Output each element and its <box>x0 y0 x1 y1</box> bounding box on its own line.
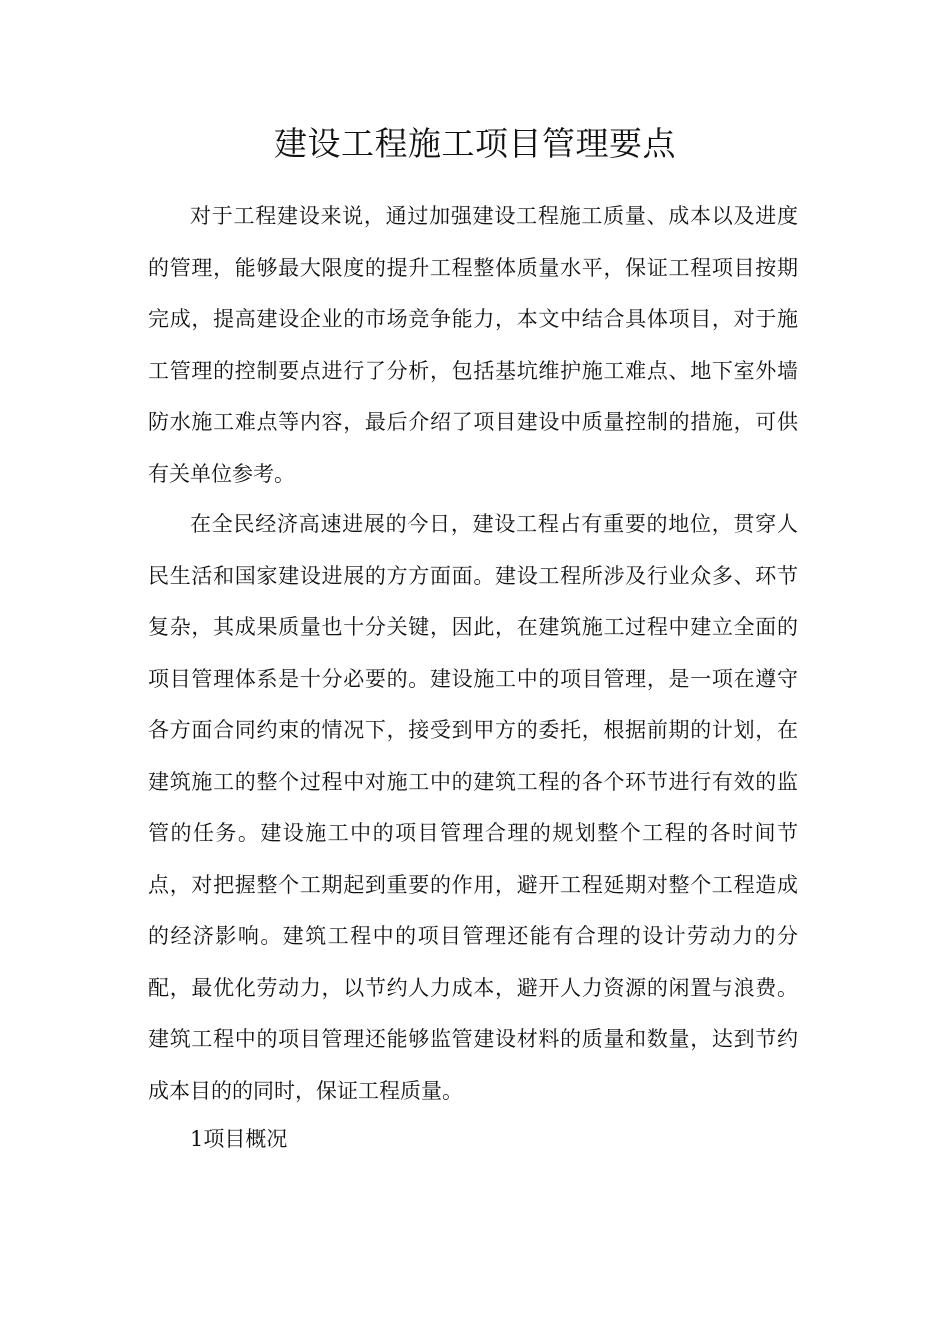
paragraph-abstract: 对于工程建设来说，通过加强建设工程施工质量、成本以及进度的管理，能够最大限度的提升工程整体质量水平，保证工程项目按期完成，提高建设企业的市场竞争能力，本文中结合具体项目，对于施工管理的控制要点进行了分析，包括基坑维护施工难点、地下室外墙防水施工难点等内容，最后介绍了项目建设中质量控制的措施，可供有关单位参考。 <box>148 204 798 486</box>
section-heading: 1项目概况 <box>190 1127 288 1151</box>
document-title: 建设工程施工项目管理要点 <box>274 124 676 163</box>
paragraph-introduction: 在全民经济高速进展的今日，建设工程占有重要的地位，贯穿人民生活和国家建设进展的方方面面。建设工程所涉及行业众多、环节复杂，其成果质量也十分关键，因此，在建筑施工过程中建立全面的项目管理体系是十分必要的。建设施工中的项目管理，是一项在遵守各方面合同约束的情况下，接受到甲方的委托，根据前期的计划，在建筑施工的整个过程中对施工中的建筑工程的各个环节进行有效的监管的任务。建设施工中的项目管理合理的规划整个工程的各时间节点，对把握整个工期起到重要的作用，避开工程延期对整个工程造成的经济影响。建筑工程中的项目管理还能有合理的设计劳动力的分配，最优化劳动力，以节约人力成本，避开人力资源的闲置与浪费。建筑工程中的项目管理还能够监管建设材料的质量和数量，达到节约成本目的的同时，保证工程质量。 <box>148 512 798 1103</box>
